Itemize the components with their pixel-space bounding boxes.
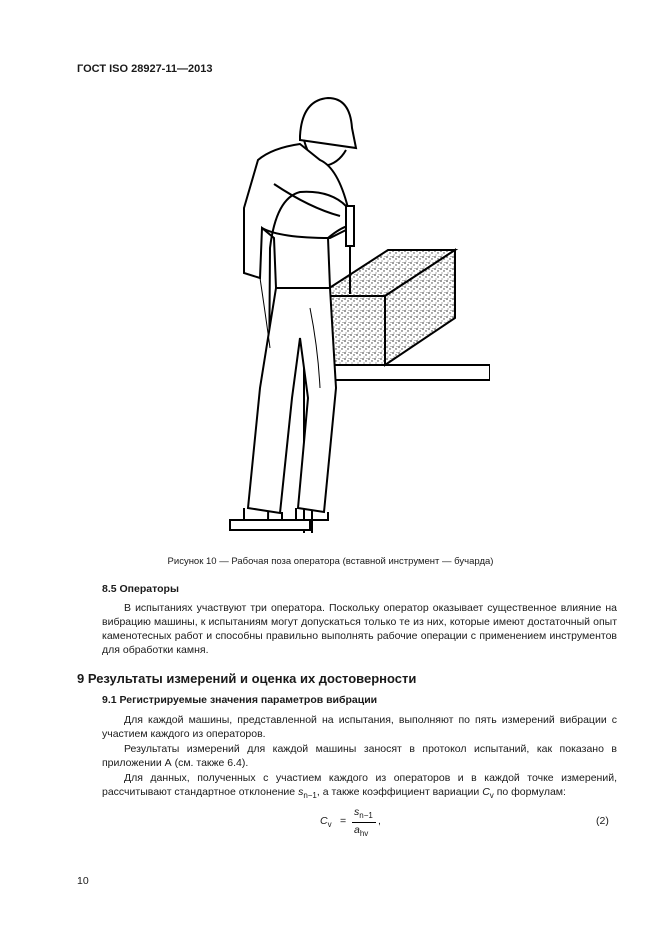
symbol-c-subscript: v (489, 791, 494, 800)
document-header: ГОСТ ISO 28927-11—2013 (77, 63, 213, 75)
operator-figure (200, 88, 490, 538)
section-8-5-paragraph: В испытаниях участвуют три оператора. Поскольку оператор оказывает существенное влияние на вибрацию машины, к испытаниям могут допускаться только те из них, которые имеют достаточный опыт каменотесных работ и способны правильно выполнять рабочие операции с применением инструментов для обработки камня. (102, 602, 617, 656)
section-8-5-heading: 8.5 Операторы (102, 583, 179, 595)
formula-2: $C_v$ = $s_{n-1}$ $a_{hv}$ , (320, 806, 381, 838)
symbol-s-subscript: n−1 (303, 791, 317, 800)
bush-hammer (346, 206, 354, 246)
section-9-1-paragraph-2: Результаты измерений для каждой машины заносят в протокол испытаний, как показано в приложении А (см. также 6.4). (102, 743, 617, 769)
section-9-1-paragraph-3: Для данных, полученных с участием каждого из операторов и в каждой точке измерений, рассчитывают стандартное отклонение $s_{n-1}$, а также коэффициент вариации $C_v$ по формулам: (102, 772, 617, 800)
symbol-c: C (482, 786, 490, 798)
section-9-1-heading: 9.1 Регистрируемые значения параметров вибрации (102, 694, 378, 706)
operator-legs (248, 288, 336, 513)
section-9-1-paragraph-1: Для каждой машины, представленной на испытания, выполняют по пять измерений вибрации с участием каждого из операторов. (102, 714, 617, 740)
helmet (300, 98, 356, 148)
equation-number: (2) (596, 815, 609, 827)
page-number: 10 (77, 875, 89, 887)
fraction-bar (352, 822, 376, 823)
section-9-heading: 9 Результаты измерений и оценка их достоверности (77, 671, 417, 686)
platform (230, 520, 310, 530)
figure-caption: Рисунок 10 — Рабочая поза оператора (вставной инструмент — бучарда) (167, 556, 494, 567)
symbol-s: s (298, 786, 304, 798)
operator-torso (244, 144, 348, 288)
